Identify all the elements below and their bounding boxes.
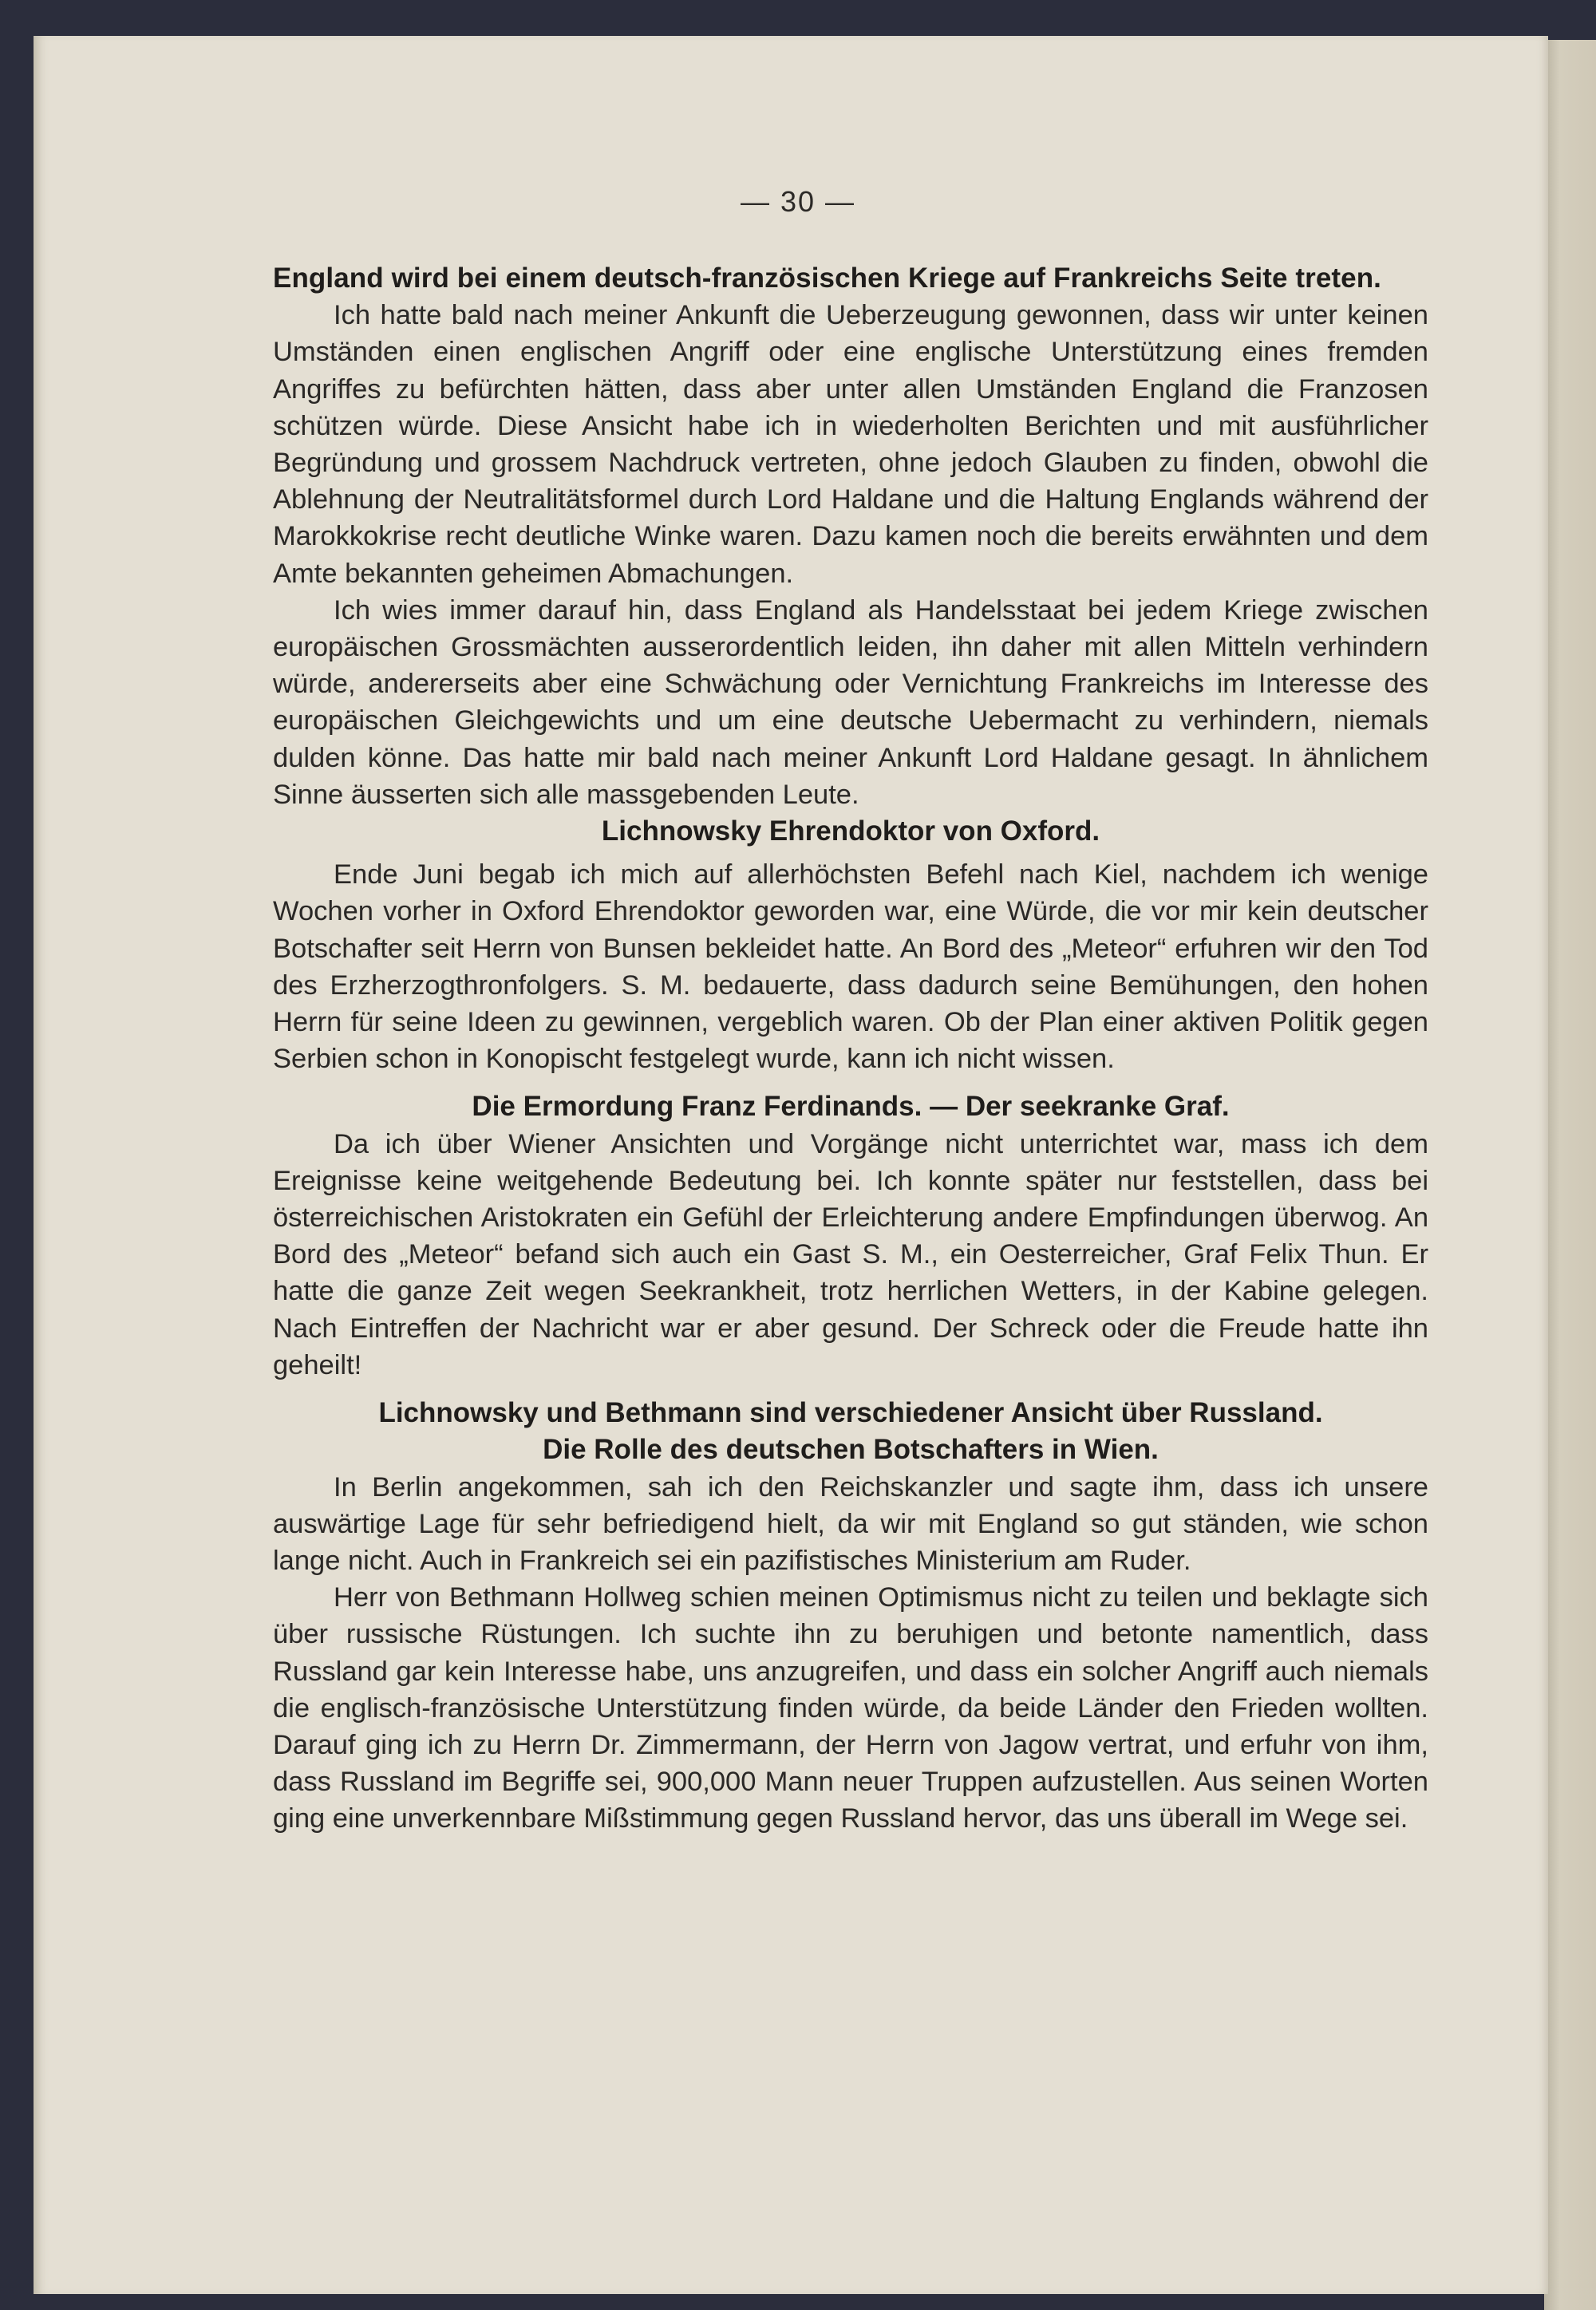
section-heading-england: England wird bei einem deutsch-französischen Kriege auf Frankreichs Seite treten. [273, 263, 1382, 294]
paragraph: Ende Juni begab ich mich auf allerhöchsten Befehl nach Kiel, nachdem ich wenige Wochen vorher in Oxford Ehrendoktor geworden war, eine Würde, die vor mir kein deutscher Botschafter seit Herrn von Bunsen bekleidet hatte. An Bord des „Meteor“ erfuhren wir den Tod des Erzherzogthronfolgers. S. M. bedauerte, dass dadurch seine Bemühungen, den hohen Herrn für seine Ideen zu gewinnen, vergeblich waren. Ob der Plan einer aktiven Politik gegen Serbien schon in Konopischt festgelegt wurde, kann ich nicht wissen. [273, 859, 1428, 1075]
paragraph: Da ich über Wiener Ansichten und Vorgänge nicht unterrichtet war, mass ich dem Ereignisse keine weitgehende Bedeutung bei. Ich konnte später nur feststellen, dass bei österreichischen Aristokraten ein Gefühl der Erleichterung andere Empfindungen überwog. An Bord des „Meteor“ befand sich auch ein Gast S. M., ein Oesterreicher, Graf Felix Thun. Er hatte die ganze Zeit wegen Seekrankheit, trotz herrlichen Wetters, in der Kabine gelegen. Nach Eintreffen der Nachricht war er aber gesund. Der Schreck oder die Freude hatte ihn geheilt! [273, 1128, 1428, 1380]
section-heading-wien: Die Rolle des deutschen Botschafters in Wien. [543, 1434, 1159, 1466]
next-page-edge [1544, 40, 1596, 2310]
page-content [273, 260, 1428, 1838]
section-heading-russland: Lichnowsky und Bethmann sind verschiedener Ansicht über Russland. [378, 1397, 1323, 1429]
paragraph: Ich hatte bald nach meiner Ankunft die Ueberzeugung gewonnen, dass wir unter keinen Umständen einen englischen Angriff oder eine englische Unterstützung eines fremden Angriffes zu befürchten hätten, dass aber unter allen Umständen England die Franzosen schützen würde. Diese Ansicht habe ich in wiederholten Berichten und mit ausführlicher Begründung und grossem Nachdruck vertreten, ohne jedoch Glauben zu finden, obwohl die Ablehnung der Neutralitätsformel durch Lord Haldane und die Haltung Englands während der Marokkokrise recht deutliche Winke waren. Dazu kamen noch die bereits erwähnten und dem Amte bekannten geheimen Abmachungen. [273, 300, 1428, 589]
paragraph: Ich wies immer darauf hin, dass England als Handelsstaat bei jedem Kriege zwischen europäischen Grossmächten ausserordentlich leiden, ihn daher mit allen Mitteln verhindern würde, andererseits aber eine Schwächung oder Vernichtung Frankreichs im Interesse des europäischen Gleichgewichts und um eine deutsche Uebermacht zu verhindern, niemals dulden könne. Das hatte mir bald nach meiner Ankunft Lord Haldane gesagt. In ähnlichem Sinne äusserten sich alle massgebenden Leute. [273, 594, 1428, 810]
paragraph: In Berlin angekommen, sah ich den Reichskanzler und sagte ihm, dass ich unsere auswärtige Lage für sehr befriedigend hielt, da wir mit England so gut ständen, wie schon lange nicht. Auch in Frankreich sei ein pazifistisches Ministerium am Ruder. [273, 1471, 1428, 1576]
section-heading-oxford: Lichnowsky Ehrendoktor von Oxford. [601, 815, 1100, 847]
paragraph: Herr von Bethmann Hollweg schien meinen Optimismus nicht zu teilen und beklagte sich über russische Rüstungen. Ich suchte ihn zu beruhigen und betonte namentlich, dass Russland gar kein Interesse habe, uns anzugreifen, und dass ein solcher Angriff auch niemals die englisch-französische Unterstützung finden würde, da beide Länder den Frieden wollten. Darauf ging ich zu Herrn Dr. Zimmermann, der Herrn von Jagow vertrat, und erfuhr von ihm, dass Russland im Begriffe sei, 900,000 Mann neuer Truppen aufzustellen. Aus seinen Worten ging eine unverkennbare Mißstimmung gegen Russland hervor, das uns überall im Wege sei. [273, 1582, 1428, 1834]
section-heading-ermordung: Die Ermordung Franz Ferdinands. — Der seekranke Graf. [472, 1091, 1230, 1123]
page-number: — 30 — [740, 185, 856, 218]
